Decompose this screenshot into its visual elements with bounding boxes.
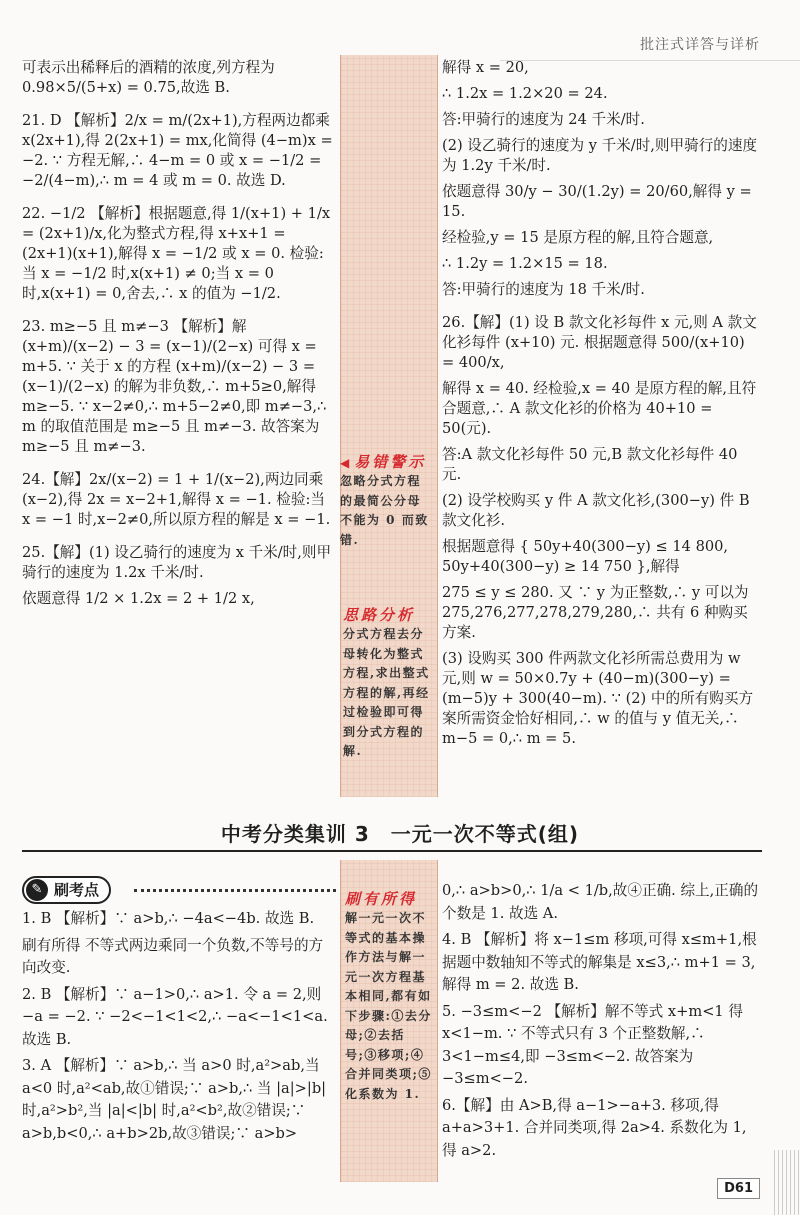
q26-system: 根据题意得 { 50y+40(300−y) ≤ 14 800, 50y+40(300−y) ≥ 14 750 },解得 — [442, 538, 729, 575]
note-title: 思路分析 — [343, 606, 416, 624]
ineq-question-3: 3. A 【解析】∵ a>b,∴ 当 a>0 时,a²>ab,当 a<0 时,a²<ab,故①错误;∵ a>b,∴ 当 |a|>|b| 时,a²>b²,当 |a|<|b| 时,a²<b²,故②错误;∵ a>b,b<0,∴ a+b>2b,故③错误;∵ a>b> — [22, 1057, 327, 1142]
ineq-question-1: 1. B 【解析】∵ a>b,∴ −4a<−4b. 故选 B. — [22, 910, 315, 927]
q25-part2: (2) 设乙骑行的速度为 y 千米/时,则甲骑行的速度为 1.2y 千米/时. — [442, 137, 758, 174]
note-body: 解一元一次不等式的基本操作方法与解一元一次方程基本相同,都有如下步骤:①去分母;②去括号;③移项;④合并同类项;⑤化系数为 1. — [345, 911, 432, 1101]
page-header: 批注式详答与详析 — [640, 37, 760, 53]
practice-label: 刷考点 — [54, 881, 100, 899]
note-takeaway — [345, 888, 435, 1104]
question-21: 21. D 【解析】2/x = m/(2x+1),方程两边都乘 x(2x+1),得 2(2x+1) = mx,化简得 (4−m)x = −2. ∵ 方程无解,∴ 4−m = 0 或 x = −1/2 = −2/(4−m),∴ m = 4 或 m = 0. 故选 D. — [22, 112, 333, 189]
q25-answer2: 答:甲骑行的速度为 18 千米/时. — [442, 281, 645, 298]
q25-calc: ∴ 1.2x = 1.2×20 = 24. — [442, 85, 608, 102]
note-title: 刷有所得 — [345, 890, 418, 908]
question-25-equation: 依题意得 1/2 × 1.2x = 2 + 1/2 x, — [22, 590, 255, 607]
question-26: 26.【解】(1) 设 B 款文化衫每件 x 元,则 A 款文化衫每件 (x+10) 元. 根据题意得 500/(x+10) = 400/x, — [442, 314, 757, 371]
right-column-bottom — [442, 880, 760, 1166]
left-column-top — [22, 58, 336, 622]
question-24: 24.【解】2x/(x−2) = 1 + 1/(x−2),两边同乘 (x−2),得 2x = x−2+1,解得 x = −1. 检验:当 x = −1 时,x−2≠0,所以原方程的解是 x = −1. — [22, 471, 331, 528]
left-column-bottom — [22, 908, 336, 1149]
q26-range: 275 ≤ y ≤ 280. 又 ∵ y 为正整数,∴ y 可以为 275,276,277,278,279,280,∴ 共有 6 种购买方案. — [442, 584, 749, 641]
q25-check: 经检验,y = 15 是原方程的解,且符合题意, — [442, 229, 714, 246]
page-edge — [774, 1150, 800, 1215]
arrow-icon: ◀ — [340, 456, 353, 470]
ineq-question-5: 5. −3≤m<−2 【解析】解不等式 x+m<1 得 x<1−m. ∵ 不等式只有 3 个正整数解,∴ 3<1−m≤4,即 −3≤m<−2. 故答案为 −3≤m<−2. — [442, 1002, 743, 1087]
note-title: 易错警示 — [354, 453, 427, 471]
note-body: 分式方程去分母转化为整式方程,求出整式方程的解,再经过检验即可得到分式方程的解. — [343, 627, 430, 758]
note-approach — [343, 604, 435, 762]
right-column-top — [442, 58, 760, 755]
question-25-part1: 25.【解】(1) 设乙骑行的速度为 x 千米/时,则甲骑行的速度为 1.2x 千米/时. — [22, 544, 332, 581]
question-22: 22. −1/2 【解析】根据题意,得 1/(x+1) + 1/x = (2x+1)/x,化为整式方程,得 x+x+1 = (2x+1)(x+1),解得 x = −1/2 或 x = 0. 检验:当 x = −1/2 时,x(x+1) ≠ 0;当 x = 0 时,x(x+1) = 0,舍去,∴ x 的值为 −1/2. — [22, 205, 331, 302]
q25-equation2: 依题意得 30/y − 30/(1.2y) = 20/60,解得 y = 15. — [442, 183, 752, 220]
q25-calc2: ∴ 1.2y = 1.2×15 = 18. — [442, 255, 608, 272]
q25-solve: 解得 x = 20, — [442, 59, 529, 76]
dotted-rule — [134, 889, 336, 892]
section-rule — [22, 850, 762, 852]
ineq-question-2: 2. B 【解析】∵ a−1>0,∴ a>1. 令 a = 2,则 −a = −2. ∵ −2<−1<1<2,∴ −a<−1<1<a. 故选 B. — [22, 985, 328, 1048]
practice-bar — [22, 876, 336, 902]
ineq-question-6: 6.【解】由 A>B,得 a−1>−a+3. 移项,得 a+a>3+1. 合并同类项,得 2a>4. 系数化为 1,得 a>2. — [442, 1096, 747, 1159]
pen-icon: ✎ — [26, 879, 48, 901]
q26-part3: (3) 设购买 300 件两款文化衫所需总费用为 w 元,则 w = 50×0.7y + (40−m)(300−y) = (m−5)y + 300(40−m). ∵ (2) 中的所有购买方案所需资金恰好相同,∴ w 的值与 y 值无关,∴ m−5 = 0,∴ m = 5. — [442, 650, 754, 747]
ineq-question-3-cont: 0,∴ a>b>0,∴ 1/a < 1/b,故④正确. 综上,正确的个数是 1. 故选 A. — [442, 882, 759, 922]
note-common-mistake — [340, 451, 434, 550]
q26-solve: 解得 x = 40. 经检验,x = 40 是原方程的解,且符合题意,∴ A 款文化衫的价格为 40+10 = 50(元). — [442, 380, 757, 437]
question-23: 23. m≥−5 且 m≠−3 【解析】解 (x+m)/(x−2) − 3 = (x−1)/(2−x) 可得 x = m+5. ∵ 关于 x 的方程 (x+m)/(x−2) − 3 = (x−1)/(2−x) 的解为非负数,∴ m+5≥0,解得 m≥−5. ∵ x−2≠0,∴ m+5−2≠0,即 m≠−3,∴ m 的取值范围是 m≥−5 且 m≠−3. 故答案为 m≥−5 且 m≠−3. — [22, 318, 327, 455]
q26-part2: (2) 设学校购买 y 件 A 款文化衫,(300−y) 件 B 款文化衫. — [442, 492, 750, 529]
q26-answer1: 答:A 款文化衫每件 50 元,B 款文化衫每件 40 元. — [442, 446, 738, 483]
ineq-takeaway: 刷有所得 不等式两边乘同一个负数,不等号的方向改变. — [22, 936, 324, 976]
q25-answer1: 答:甲骑行的速度为 24 千米/时. — [442, 111, 645, 128]
section-title: 中考分类集训 3 一元一次不等式(组) — [220, 822, 580, 846]
page-number: D61 — [717, 1178, 760, 1199]
ineq-question-4: 4. B 【解析】将 x−1≤m 移项,可得 x≤m+1,根据题中数轴知不等式的解集是 x≤3,∴ m+1 = 3,解得 m = 2. 故选 B. — [442, 931, 757, 993]
paragraph-continuation: 可表示出稀释后的酒精的浓度,列方程为 0.98×5/(5+x) = 0.75,故选 B. — [22, 59, 275, 96]
practice-badge — [22, 876, 111, 904]
note-body: 忽略分式方程的最简公分母不能为 0 而致错. — [340, 474, 429, 547]
